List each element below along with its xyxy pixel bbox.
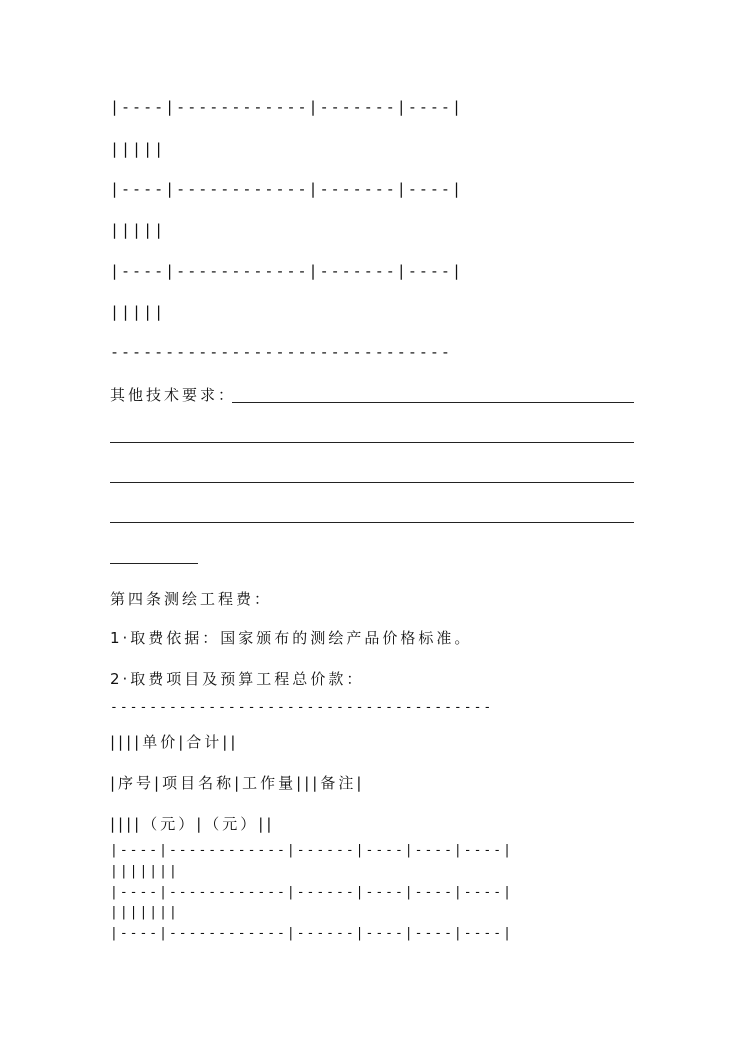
- article-4-item-1: 1·取费依据：国家颁布的测绘产品价格标准。: [110, 629, 473, 647]
- table-cell-line: |||||: [110, 140, 166, 158]
- fill-in-line: [232, 402, 634, 403]
- table-border-line: |----|------------|-------|----|: [110, 98, 463, 116]
- fee-table-cell-line: |||||||: [110, 905, 179, 920]
- table-closing-line: -------------------------------: [110, 343, 452, 361]
- fill-in-line: [110, 522, 634, 523]
- fill-in-line: [110, 482, 634, 483]
- table-cell-line: |||||: [110, 303, 166, 321]
- other-requirements-label: 其他技术要求：: [110, 386, 237, 404]
- article-4-title: 第四条测绘工程费：: [110, 590, 273, 608]
- fee-table-header-row-2: |序号|项目名称|工作量|||备注|: [110, 774, 365, 792]
- table-cell-line: |||||: [110, 221, 166, 239]
- table-border-line: |----|------------|-------|----|: [110, 262, 463, 280]
- fee-table-header-row-1: ||||单价|合计||: [110, 733, 239, 751]
- fee-table-border-line: |----|------------|------|----|----|----|: [110, 926, 513, 941]
- fee-table-border-line: |----|------------|------|----|----|----|: [110, 843, 513, 858]
- fill-in-line: [110, 563, 198, 564]
- fee-table-header-row-3: ||||（元）|（元）||: [110, 815, 275, 833]
- fee-table-border-line: |----|------------|------|----|----|----|: [110, 885, 513, 900]
- fill-in-line: [110, 442, 634, 443]
- fee-table-top-rule: ---------------------------------------: [110, 700, 494, 715]
- fee-table-cell-line: |||||||: [110, 864, 179, 879]
- table-border-line: |----|------------|-------|----|: [110, 180, 463, 198]
- article-4-item-2: 2·取费项目及预算工程总价款：: [110, 670, 365, 688]
